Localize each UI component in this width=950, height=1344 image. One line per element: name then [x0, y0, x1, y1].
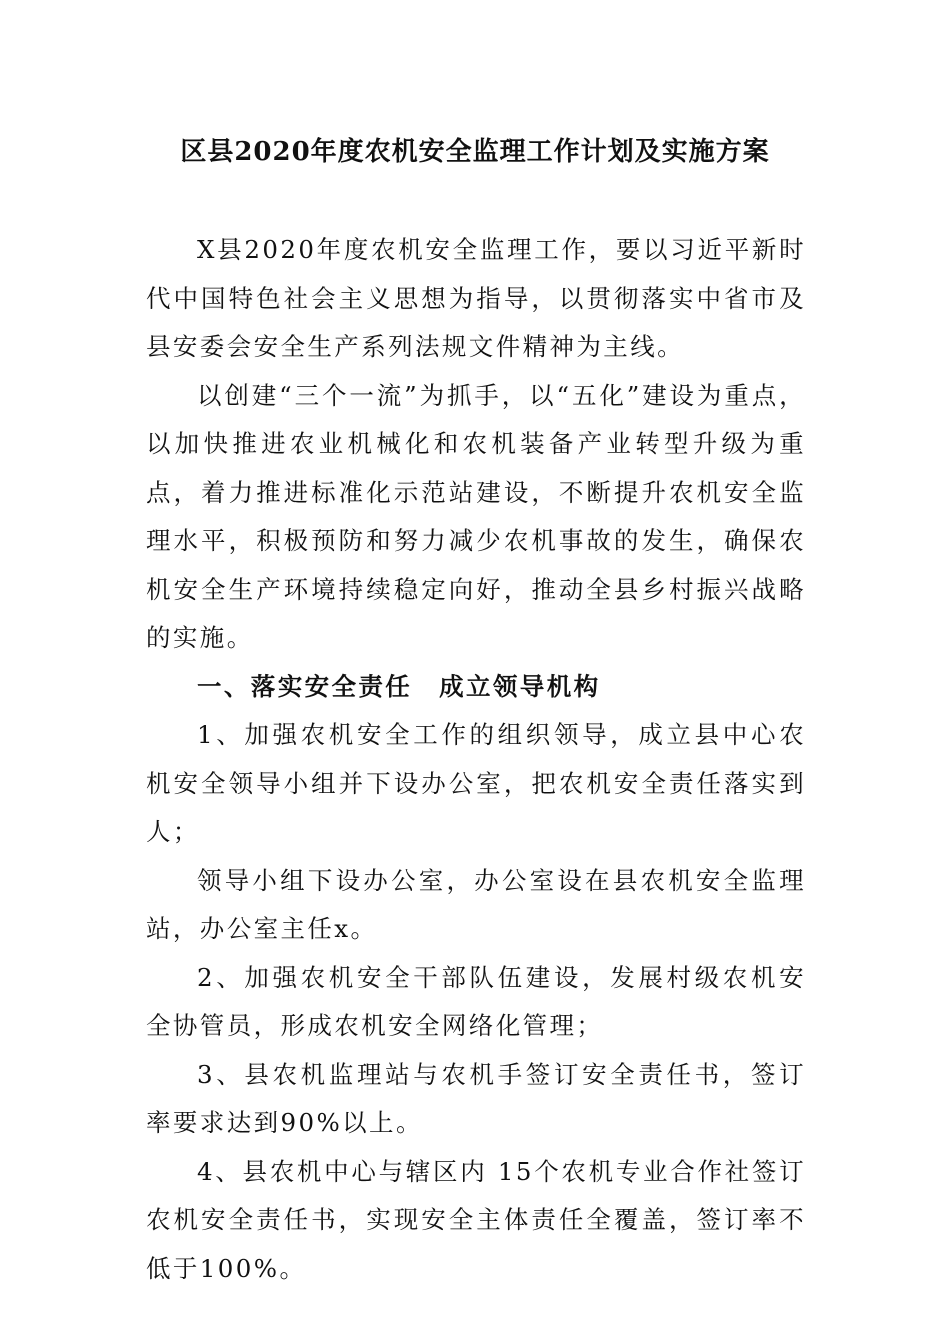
paragraph-item-3: 3、县农机监理站与农机手签订安全责任书，签订率要求达到90%以上。: [146, 1059, 806, 1137]
document-body: [146, 226, 806, 1293]
paragraph-item-1: 1、加强农机安全工作的组织领导，成立县中心农机安全领导小组并下设办公室，把农机安全责任落实到人；: [146, 720, 806, 846]
paragraph-intro: X县2020年度农机安全监理工作，要以习近平新时代中国特色社会主义思想为指导，以贯彻落实中省市及县安委会安全生产系列法规文件精神为主线。: [146, 235, 806, 361]
paragraph-focus: 以创建“三个一流”为抓手，以“五化”建设为重点，以加快推进农业机械化和农机装备产业转型升级为重点，着力推进标准化示范站建设，不断提升农机安全监理水平，积极预防和努力减少农机事故的发生，确保农机安全生产环境持续稳定向好，推动全县乡村振兴战略的实施。: [146, 380, 806, 652]
paragraph-item-4: 4、县农机中心与辖区内 15个农机专业合作社签订农机安全责任书，实现安全主体责任全覆盖，签订率不低于100%。: [146, 1156, 806, 1283]
paragraph-office: 领导小组下设办公室，办公室设在县农机安全监理站，办公室主任x。: [146, 865, 806, 943]
section-heading-1: 一、落实安全责任 成立领导机构: [197, 671, 601, 701]
document-title: 区县2020年度农机安全监理工作计划及实施方案: [180, 137, 770, 167]
paragraph-item-2: 2、加强农机安全干部队伍建设，发展村级农机安全协管员，形成农机安全网络化管理；: [146, 962, 806, 1040]
